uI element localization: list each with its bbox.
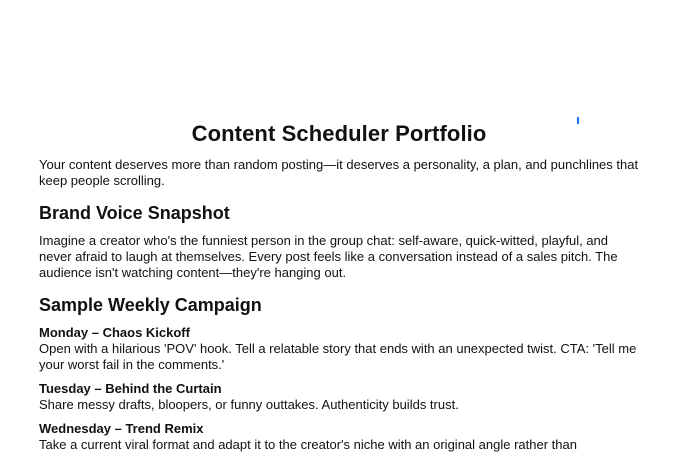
day-title: Wednesday – Trend Remix	[39, 421, 204, 436]
document-title: Content Scheduler Portfolio	[191, 121, 487, 146]
day-description: Open with a hilarious 'POV' hook. Tell a relatable story that ends with an unexpected twist. CTA: 'Tell me your worst fail in the comments.'	[39, 341, 637, 372]
day-title: Tuesday – Behind the Curtain	[39, 381, 222, 396]
day-description: Share messy drafts, bloopers, or funny outtakes. Authenticity builds trust.	[39, 397, 459, 412]
campaign-day-wednesday	[39, 421, 639, 453]
day-description: Take a current viral format and adapt it to the creator's niche with an original angle rather than	[39, 437, 577, 452]
intro-paragraph: Your content deserves more than random posting—it deserves a personality, a plan, and punchlines that keep people scrolling.	[39, 157, 639, 188]
campaign-day-monday	[39, 325, 639, 373]
brand-voice-paragraph: Imagine a creator who's the funniest person in the group chat: self-aware, quick-witted, playful, and never afraid to laugh at themselves. Every post feels like a conversation instead of a sales pitch. The audience isn't watching content—they're hanging out.	[39, 233, 618, 280]
campaign-day-tuesday	[39, 381, 639, 413]
document-body	[39, 120, 639, 459]
brand-voice-heading: Brand Voice Snapshot	[39, 203, 230, 223]
day-title: Monday – Chaos Kickoff	[39, 325, 190, 340]
weekly-campaign-heading: Sample Weekly Campaign	[39, 295, 262, 315]
